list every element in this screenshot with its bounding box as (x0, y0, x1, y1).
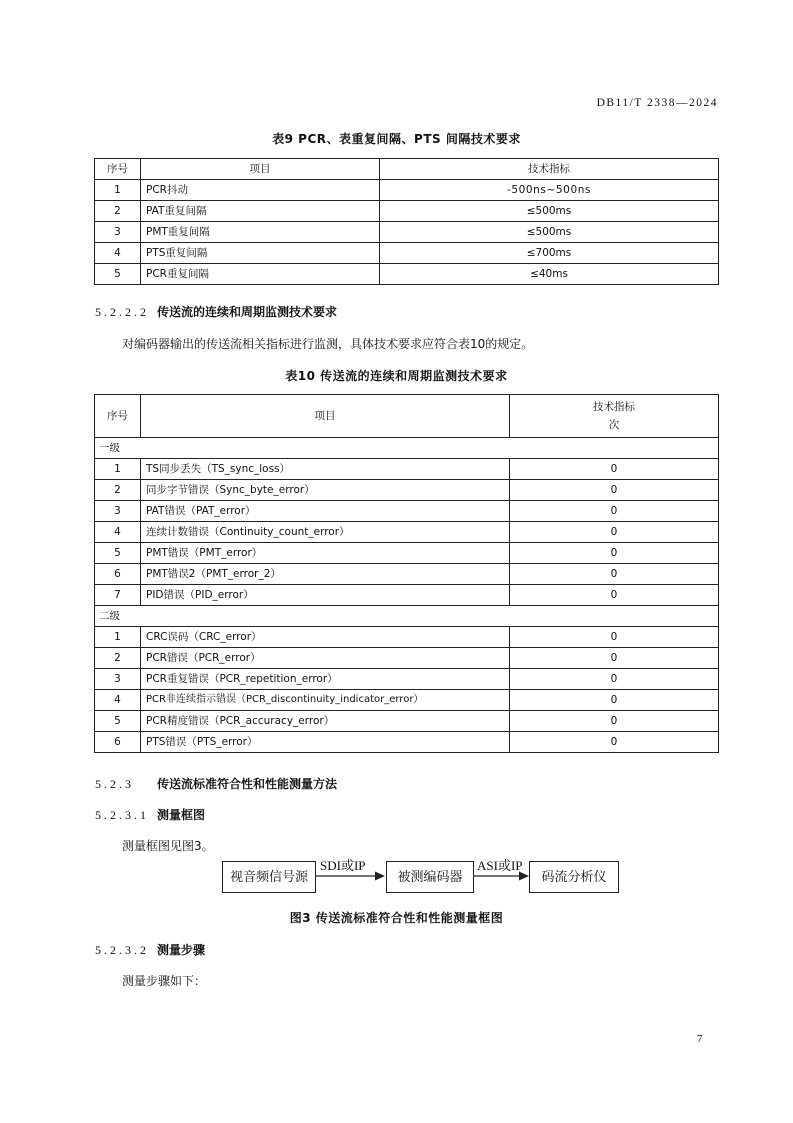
row-item: TS同步丢失（TS_sync_loss） (141, 459, 510, 480)
table-row (95, 501, 719, 522)
section-heading-5222 (95, 303, 337, 320)
table9-caption: 表9 PCR、表重复间隔、PTS 间隔技术要求 (272, 132, 521, 146)
table-row (95, 522, 719, 543)
row-spec: 0 (510, 585, 719, 606)
row-spec: 0 (510, 480, 719, 501)
table10-header-spec (510, 395, 719, 438)
table9-header-row (95, 159, 719, 180)
table-row (95, 459, 719, 480)
section-row-level1 (95, 438, 719, 459)
level2-label: 二级 (95, 606, 719, 627)
row-spec: ≤40ms (380, 264, 719, 285)
row-no: 3 (95, 222, 141, 243)
table-row (95, 669, 719, 690)
row-no: 6 (95, 732, 141, 753)
table-row (95, 648, 719, 669)
level1-label: 一级 (95, 438, 719, 459)
table9-header-spec: 技术指标 (380, 159, 719, 180)
table-row (95, 264, 719, 285)
table-row (95, 480, 719, 501)
table-row (95, 243, 719, 264)
row-item: PTS重复间隔 (141, 243, 380, 264)
row-spec: 0 (510, 648, 719, 669)
row-no: 2 (95, 480, 141, 501)
arrow2-icon (473, 866, 531, 886)
row-spec: ≤500ms (380, 201, 719, 222)
table10-header-item: 项目 (141, 395, 510, 438)
table-row (95, 564, 719, 585)
section-heading-523 (95, 775, 337, 792)
row-item: PMT重复间隔 (141, 222, 380, 243)
table9-header-no: 序号 (95, 159, 141, 180)
box-signal-source: 视音频信号源 (222, 861, 316, 893)
table9 (94, 158, 719, 285)
section-title: 传送流标准符合性和性能测量方法 (157, 777, 338, 791)
arrow2-label: ASI或IP (477, 858, 523, 873)
section-title: 测量步骤 (157, 943, 206, 957)
figure3-caption: 图3 传送流标准符合性和性能测量框图 (289, 911, 504, 925)
table-row (95, 627, 719, 648)
header-spec-line1: 技术指标 (593, 401, 635, 413)
table9-header-item: 项目 (141, 159, 380, 180)
row-item: CRC误码（CRC_error） (141, 627, 510, 648)
row-no: 3 (95, 501, 141, 522)
arrow1-label: SDI或IP (320, 858, 366, 873)
row-no: 2 (95, 648, 141, 669)
table-row (95, 585, 719, 606)
row-item: PAT错误（PAT_error） (141, 501, 510, 522)
section-row-level2 (95, 606, 719, 627)
paragraph: 对编码器输出的传送流相关指标进行监测，具体技术要求应符合表10的规定。 (122, 337, 534, 351)
section-heading-5231 (95, 806, 205, 823)
row-no: 6 (95, 564, 141, 585)
row-item: PMT错误（PMT_error） (141, 543, 510, 564)
row-no: 2 (95, 201, 141, 222)
row-item: PAT重复间隔 (141, 201, 380, 222)
row-item: PTS错误（PTS_error） (141, 732, 510, 753)
table10-header-no: 序号 (95, 395, 141, 438)
table-row (95, 222, 719, 243)
row-item: PMT错误2（PMT_error_2） (141, 564, 510, 585)
section-number: 5.2.3.2 (95, 943, 149, 957)
row-item: PCR错误（PCR_error） (141, 648, 510, 669)
row-item: PCR非连续指示错误（PCR_discontinuity_indicator_error） (141, 690, 510, 711)
row-no: 4 (95, 243, 141, 264)
page-number: 7 (697, 1033, 703, 1045)
row-item: 连续计数错误（Continuity_count_error） (141, 522, 510, 543)
row-spec: 0 (510, 711, 719, 732)
row-spec: 0 (510, 732, 719, 753)
arrow1-icon (315, 866, 387, 886)
section-number: 5.2.3.1 (95, 808, 149, 822)
header-spec-line2: 次 (608, 419, 620, 431)
document-id: DB11/T 2338—2024 (596, 97, 718, 109)
table-row (95, 180, 719, 201)
section-title: 传送流的连续和周期监测技术要求 (157, 305, 338, 319)
row-spec: 0 (510, 459, 719, 480)
row-no: 1 (95, 627, 141, 648)
row-item: PCR抖动 (141, 180, 380, 201)
paragraph: 测量步骤如下： (122, 974, 207, 988)
row-spec: 0 (510, 522, 719, 543)
row-spec: 0 (510, 690, 719, 711)
row-item: PCR重复间隔 (141, 264, 380, 285)
row-item: PCR精度错误（PCR_accuracy_error） (141, 711, 510, 732)
row-spec: 0 (510, 543, 719, 564)
row-item: 同步字节错误（Sync_byte_error） (141, 480, 510, 501)
row-no: 5 (95, 543, 141, 564)
table-row (95, 543, 719, 564)
row-no: 5 (95, 711, 141, 732)
row-no: 4 (95, 690, 141, 711)
row-no: 5 (95, 264, 141, 285)
section-number: 5.2.3 (95, 777, 134, 791)
row-spec: ≤500ms (380, 222, 719, 243)
box-analyzer: 码流分析仪 (529, 861, 619, 893)
section-title: 测量框图 (157, 808, 206, 822)
row-no: 1 (95, 180, 141, 201)
table-row (95, 711, 719, 732)
row-item: PCR重复错误（PCR_repetition_error） (141, 669, 510, 690)
row-spec: 0 (510, 501, 719, 522)
row-item: PID错误（PID_error） (141, 585, 510, 606)
row-spec: ≤700ms (380, 243, 719, 264)
table-row (95, 732, 719, 753)
row-no: 4 (95, 522, 141, 543)
row-spec: -500ns~500ns (380, 180, 719, 201)
box-encoder: 被测编码器 (386, 861, 474, 893)
row-spec: 0 (510, 564, 719, 585)
paragraph: 测量框图见图3。 (122, 839, 214, 853)
section-heading-5232 (95, 941, 205, 958)
row-no: 7 (95, 585, 141, 606)
table-row (95, 690, 719, 711)
row-no: 1 (95, 459, 141, 480)
section-number: 5.2.2.2 (95, 305, 149, 319)
table10 (94, 394, 719, 753)
table10-header-row (95, 395, 719, 438)
row-spec: 0 (510, 627, 719, 648)
table10-caption: 表10 传送流的连续和周期监测技术要求 (285, 369, 508, 383)
row-no: 3 (95, 669, 141, 690)
table-row (95, 201, 719, 222)
row-spec: 0 (510, 669, 719, 690)
